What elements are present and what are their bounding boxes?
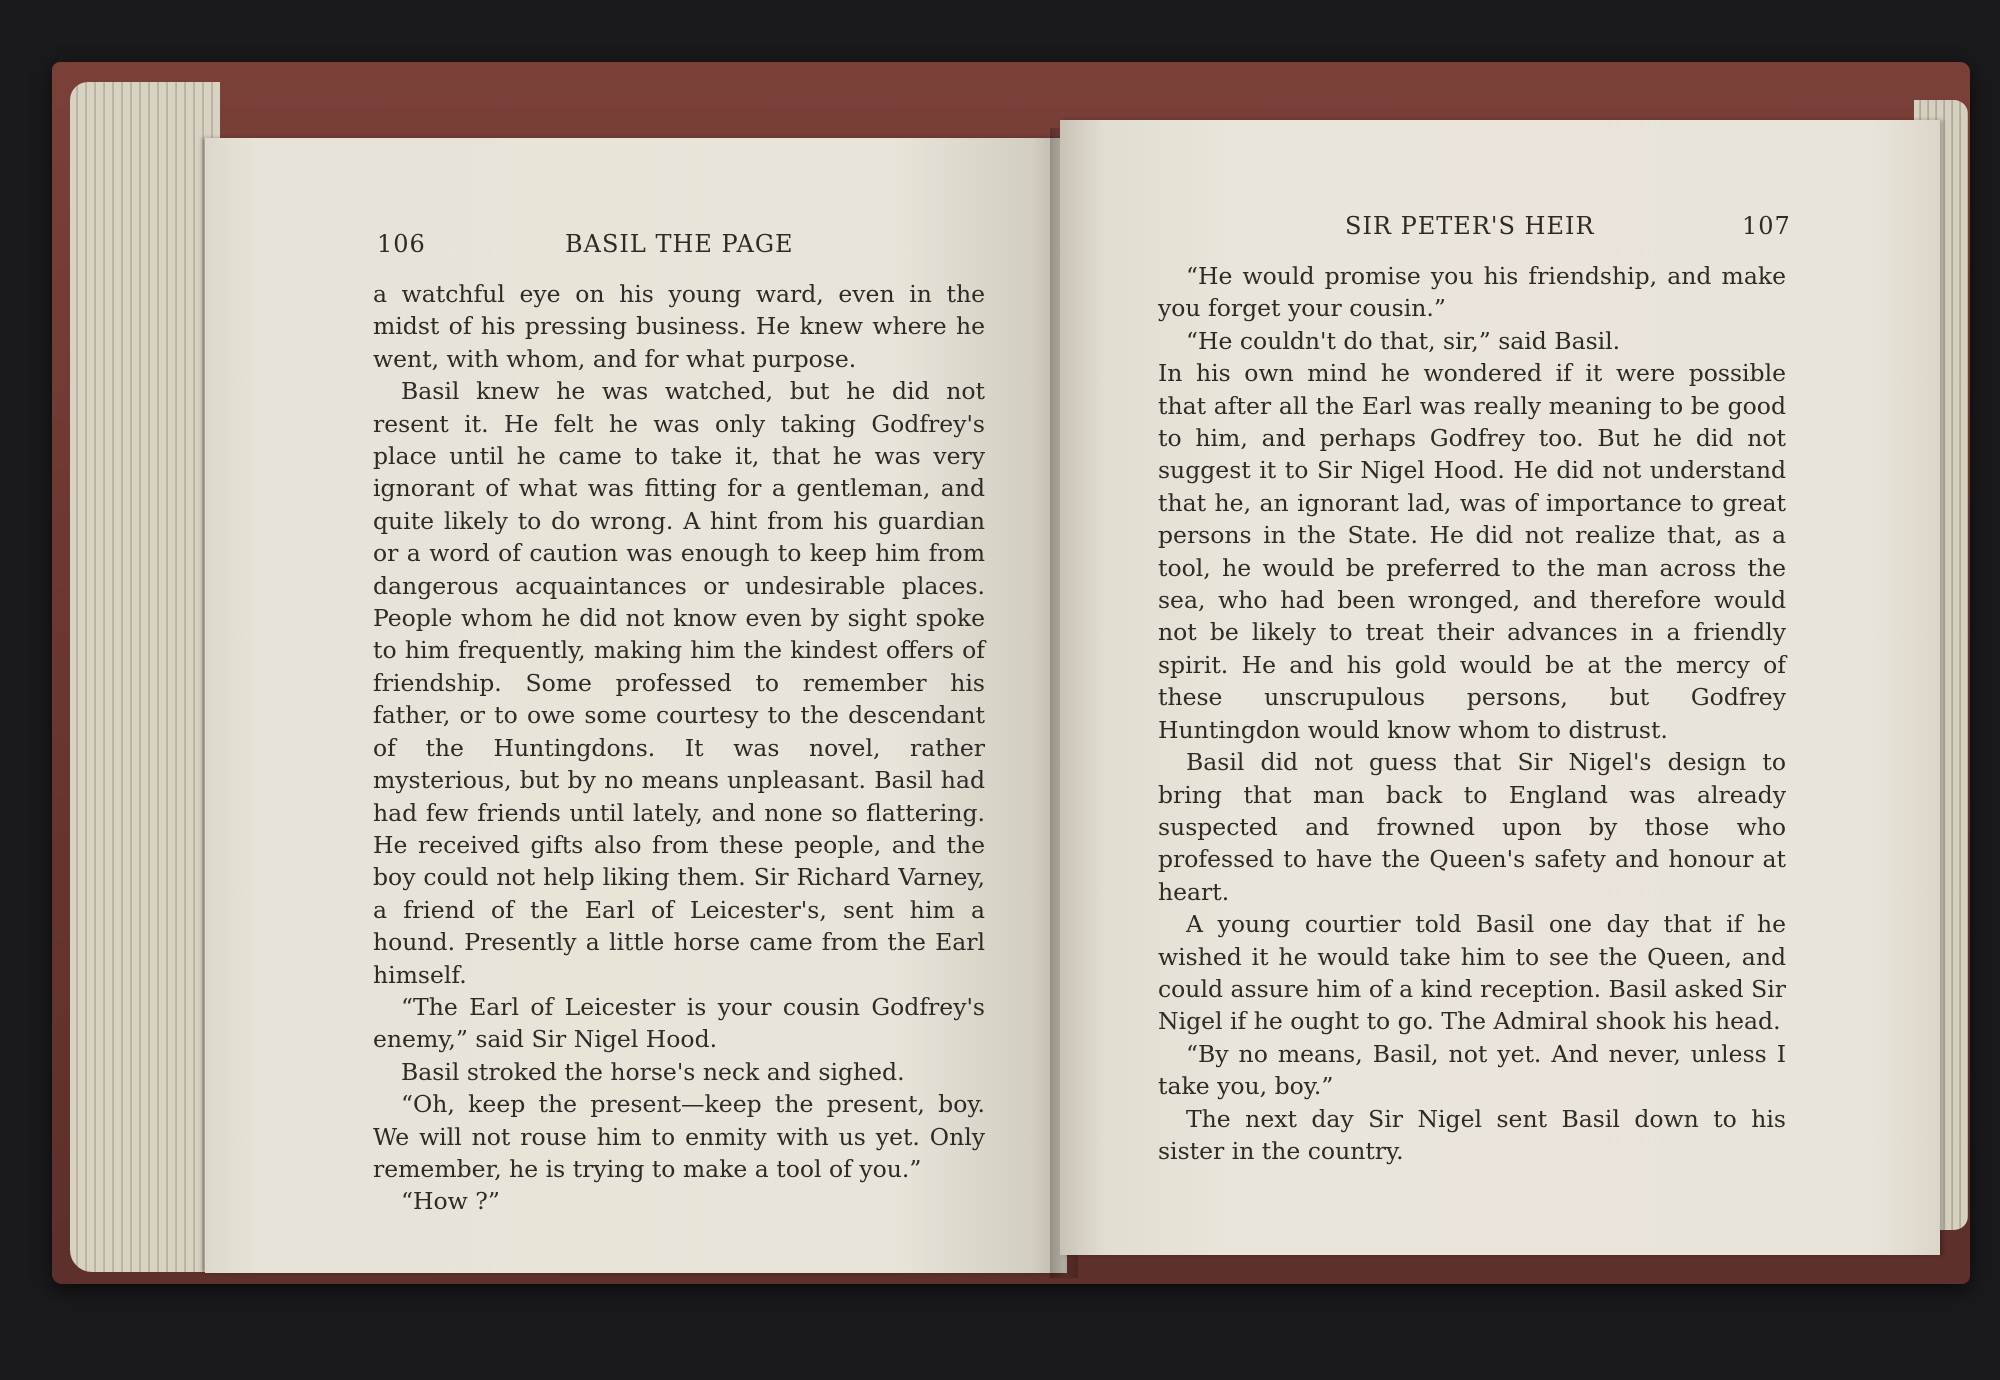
- paragraph: a watchful eye on his young ward, even in the midst of his pressing business. He knew where he went, with whom, and for what purpose.: [373, 280, 985, 373]
- page-number-left: 106: [377, 230, 426, 258]
- paragraph: Basil did not guess that Sir Nigel's design to bring that man back to England was already suspected and frowned upon by those who professed to have the Queen's safety and honour at heart.: [1158, 748, 1786, 906]
- paragraph: “He couldn't do that, sir,” said Basil.: [1186, 326, 1621, 355]
- paragraph: Basil knew he was watched, but he did not resent it. He felt he was only taking Godfrey's place until he came to take it, that he was very ignorant of what was fitting for a gentleman, and quite likely to do wrong. A hint from his guardian or a word of caution was enough to keep him from dangerous acquaintances or undesirable places. People whom he did not know even by sight spoke to him frequently, making him the kindest offers of friendship. Some professed to remember his father, or to owe some courtesy to the descendant of the Huntingdons. It was novel, rather mysterious, but by no means unpleasant. Basil had had few friends until lately, and none so flattering. He received gifts also from these people, and the boy could not help liking them. Sir Richard Varney, a friend of the Earl of Leicester's, sent him a hound. Presently a little horse came from the Earl himself.: [373, 377, 985, 989]
- right-page: [1060, 120, 1940, 1255]
- paragraph: “The Earl of Leicester is your cousin Godfrey's enemy,” said Sir Nigel Hood.: [373, 992, 985, 1054]
- right-text-block: [1158, 260, 1786, 1167]
- paragraph: “By no means, Basil, not yet. And never, unless I take you, boy.”: [1158, 1039, 1786, 1101]
- running-title-left: BASIL THE PAGE: [565, 230, 794, 258]
- running-title-right: SIR PETER'S HEIR: [1345, 212, 1595, 240]
- paragraph: “How ?”: [401, 1187, 500, 1216]
- paragraph: Basil stroked the horse's neck and sighed.: [401, 1057, 905, 1086]
- paragraph: “Oh, keep the present—keep the present, boy. We will not rouse him to enmity with us yet. Only remember, he is trying to make a tool of you.”: [373, 1090, 985, 1183]
- page-number-right: 107: [1742, 212, 1791, 240]
- paragraph: A young courtier told Basil one day that if he wished it he would take him to see the Queen, and could assure him of a kind reception. Basil asked Sir Nigel if he ought to go. The Admiral shook his head.: [1158, 910, 1786, 1036]
- paragraph: “He would promise you his friendship, and make you forget your cousin.”: [1158, 262, 1786, 323]
- left-page: [205, 138, 1067, 1273]
- left-text-block: [373, 278, 985, 1218]
- page-edges-left: [70, 82, 220, 1272]
- paragraph: In his own mind he wondered if it were possible that after all the Earl was really meaning to be good to him, and perhaps Godfrey too. But he did not suggest it to Sir Nigel Hood. He did not understand that he, an ignorant lad, was of importance to great persons in the State. He did not realize that, as a tool, he would be preferred to the man across the sea, who had been wronged, and therefore would not be likely to treat their advances in a friendly spirit. He and his gold would be at the mercy of these unscrupulous persons, but Godfrey Huntingdon would know whom to distrust.: [1158, 359, 1786, 744]
- paragraph: The next day Sir Nigel sent Basil down to his sister in the country.: [1158, 1104, 1786, 1165]
